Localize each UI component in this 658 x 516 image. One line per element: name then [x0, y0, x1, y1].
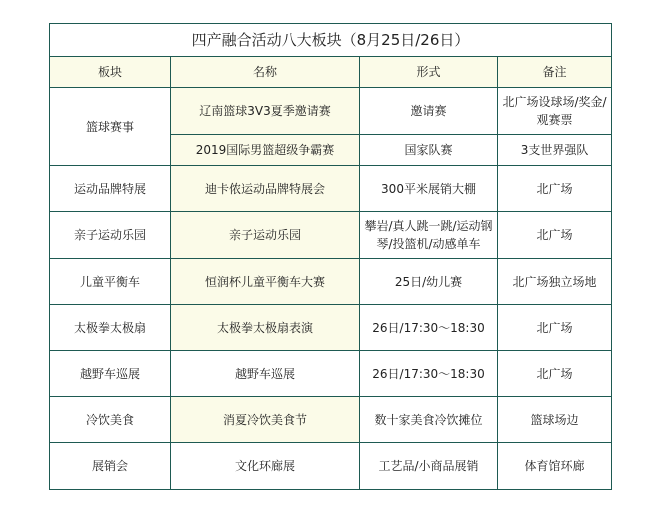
table-title: 四产融合活动八大板块（8月25日/26日） — [50, 24, 612, 57]
note-cell: 北广场 — [498, 305, 612, 351]
table-row — [50, 305, 612, 351]
name-cell: 越野车巡展 — [171, 351, 360, 397]
category-cell: 冷饮美食 — [50, 397, 171, 443]
form-cell: 邀请赛 — [360, 88, 498, 135]
form-cell: 26日/17:30～18:30 — [360, 351, 498, 397]
category-cell: 运动品牌特展 — [50, 166, 171, 212]
table-row — [50, 443, 612, 490]
table-row — [50, 88, 612, 135]
form-cell: 300平米展销大棚 — [360, 166, 498, 212]
table-row — [50, 397, 612, 443]
header-name: 名称 — [171, 57, 360, 88]
category-cell: 亲子运动乐园 — [50, 212, 171, 259]
name-cell: 辽南篮球3V3夏季邀请赛 — [171, 88, 360, 135]
note-cell: 体育馆环廊 — [498, 443, 612, 490]
category-cell: 太极拳太极扇 — [50, 305, 171, 351]
schedule-table — [49, 23, 612, 490]
category-cell: 儿童平衡车 — [50, 259, 171, 305]
name-cell: 恒润杯儿童平衡车大赛 — [171, 259, 360, 305]
name-cell: 太极拳太极扇表演 — [171, 305, 360, 351]
form-cell: 攀岩/真人跳一跳/运动钢琴/投篮机/动感单车 — [360, 212, 498, 259]
note-cell: 北广场 — [498, 166, 612, 212]
note-cell: 北广场设球场/奖金/观赛票 — [498, 88, 612, 135]
category-cell: 篮球赛事 — [50, 88, 171, 166]
form-cell: 工艺品/小商品展销 — [360, 443, 498, 490]
header-note: 备注 — [498, 57, 612, 88]
name-cell: 亲子运动乐园 — [171, 212, 360, 259]
category-cell: 展销会 — [50, 443, 171, 490]
header-form: 形式 — [360, 57, 498, 88]
name-cell: 迪卡侬运动品牌特展会 — [171, 166, 360, 212]
name-cell: 文化环廊展 — [171, 443, 360, 490]
table-row — [50, 212, 612, 259]
name-cell: 2019国际男篮超级争霸赛 — [171, 135, 360, 166]
table-row — [50, 259, 612, 305]
form-cell: 数十家美食冷饮摊位 — [360, 397, 498, 443]
form-cell: 26日/17:30～18:30 — [360, 305, 498, 351]
note-cell: 北广场 — [498, 212, 612, 259]
note-cell: 北广场独立场地 — [498, 259, 612, 305]
form-cell: 25日/幼儿赛 — [360, 259, 498, 305]
category-cell: 越野车巡展 — [50, 351, 171, 397]
form-cell: 国家队赛 — [360, 135, 498, 166]
table-row — [50, 166, 612, 212]
note-cell: 北广场 — [498, 351, 612, 397]
name-cell: 消夏冷饮美食节 — [171, 397, 360, 443]
header-category: 板块 — [50, 57, 171, 88]
note-cell: 篮球场边 — [498, 397, 612, 443]
note-cell: 3支世界强队 — [498, 135, 612, 166]
table-row — [50, 351, 612, 397]
